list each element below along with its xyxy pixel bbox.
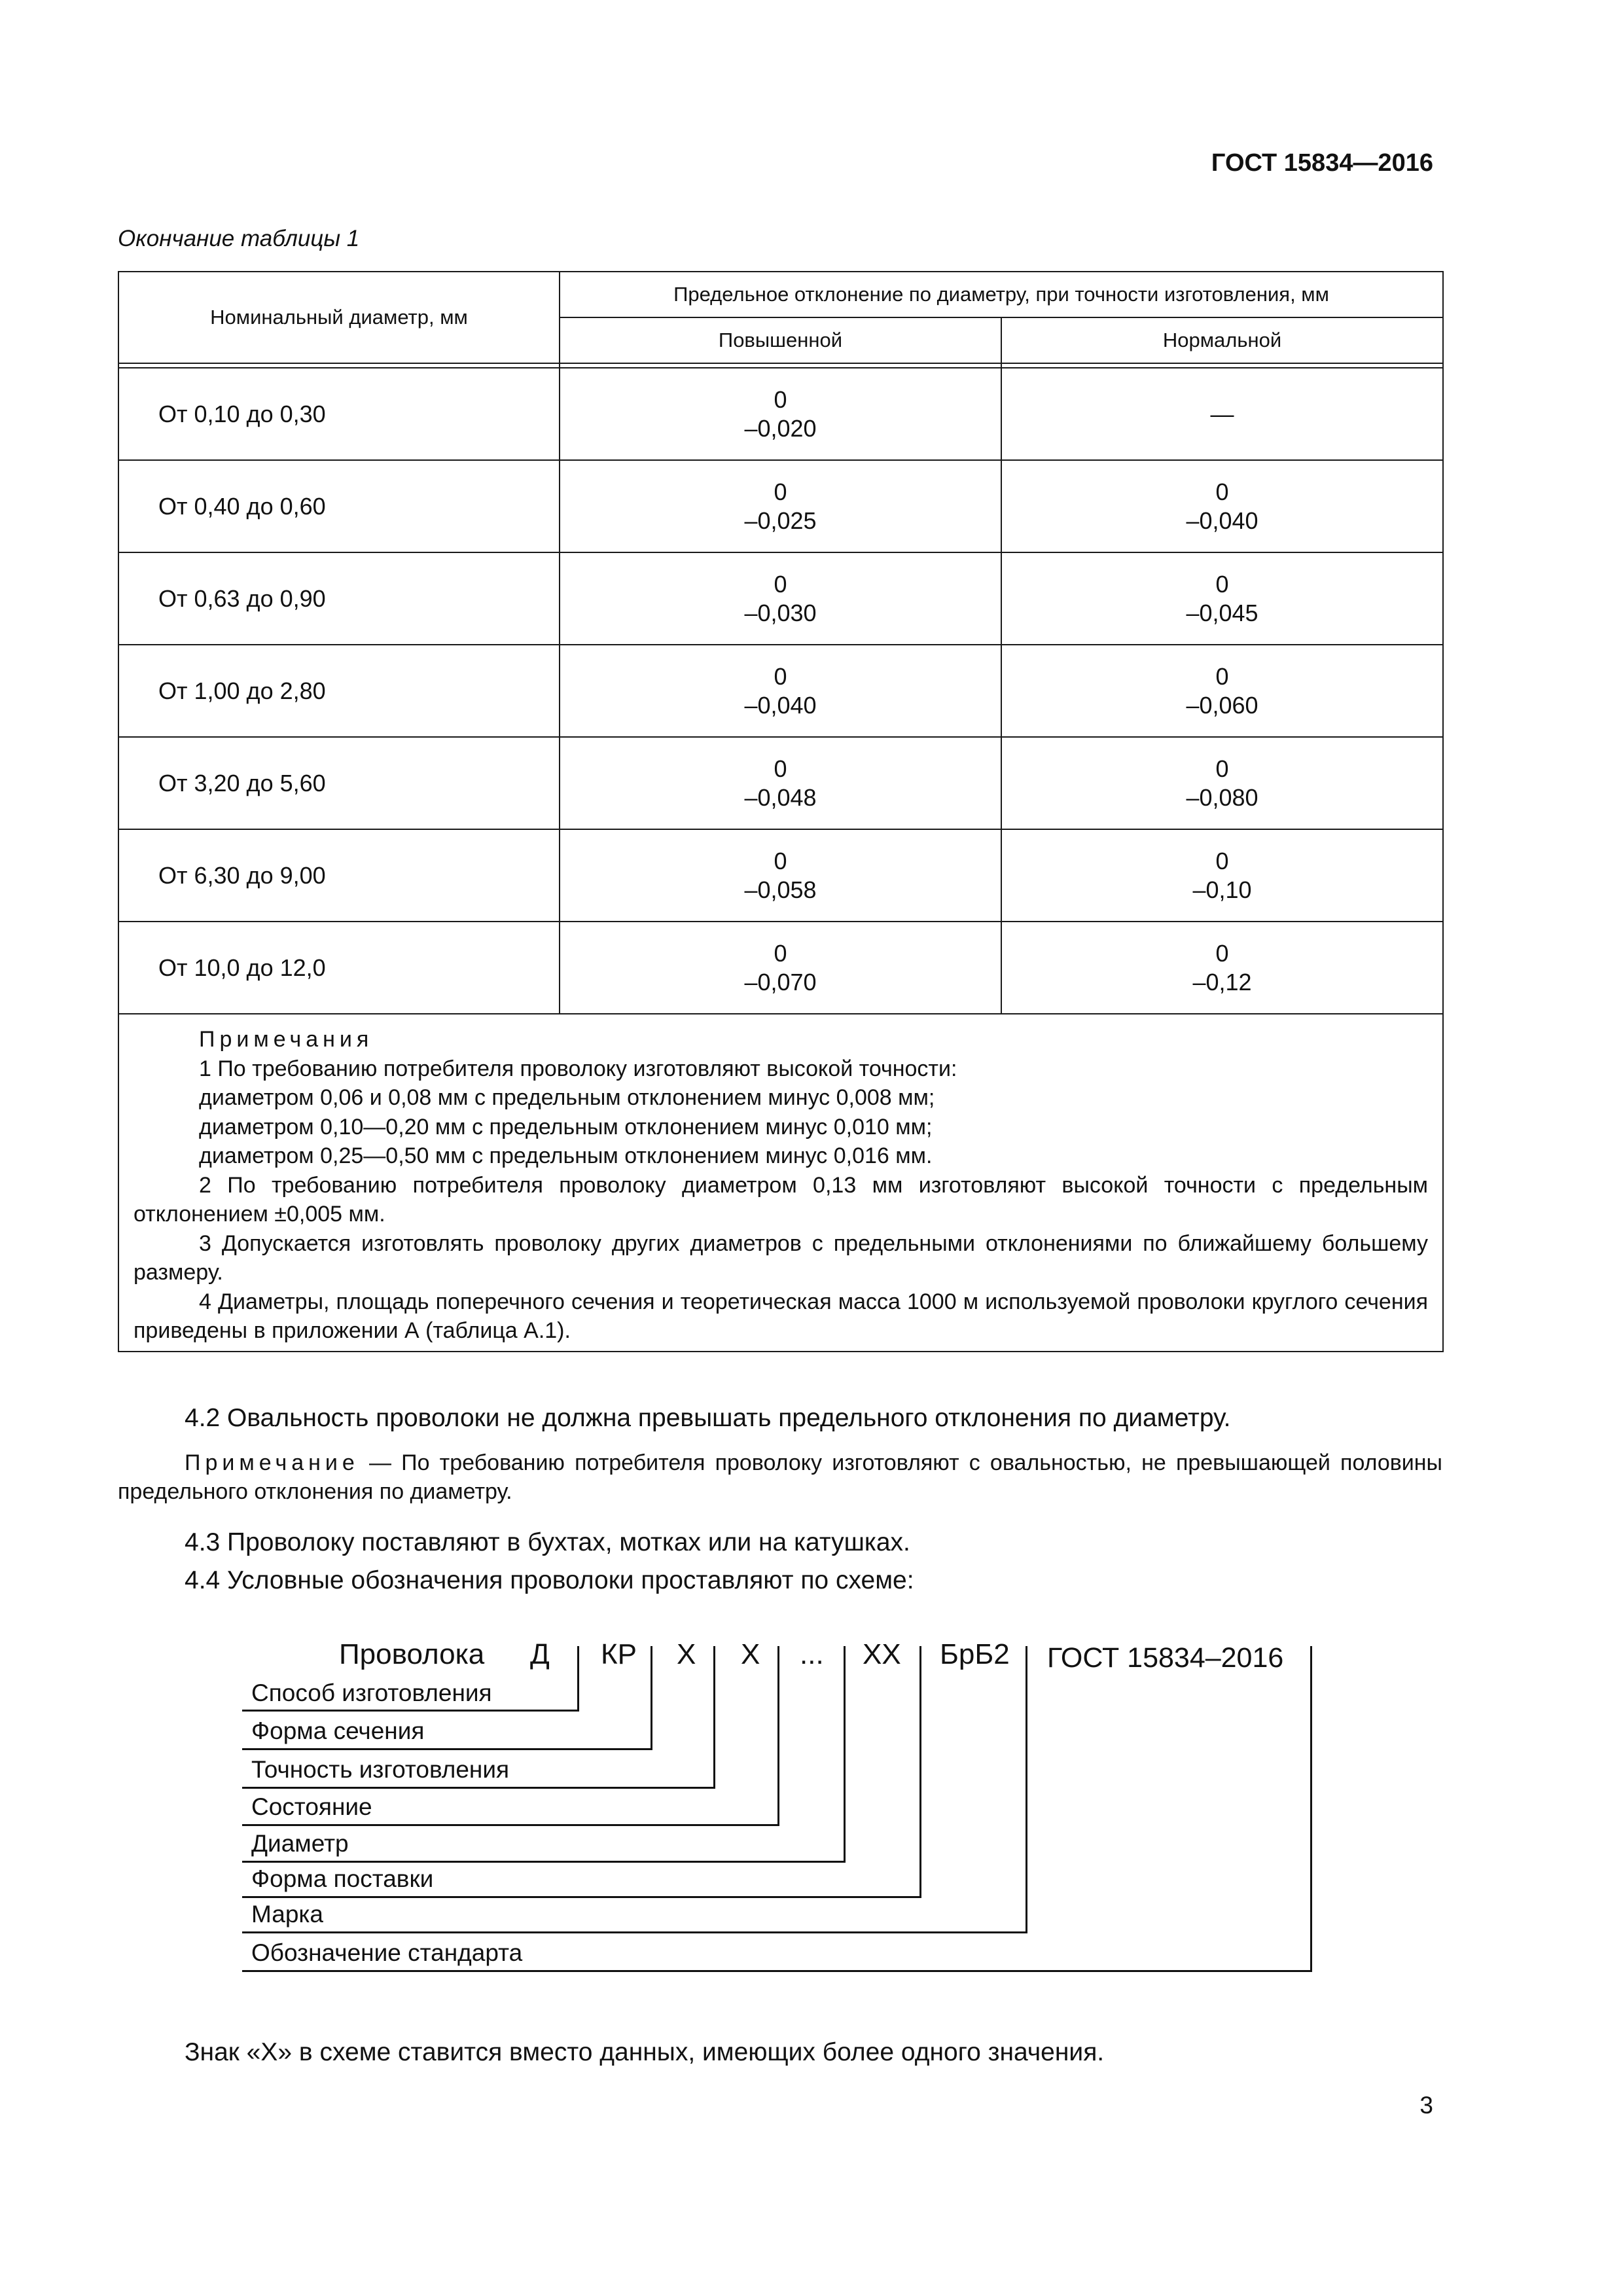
cell-range: От 3,20 до 5,60 xyxy=(118,737,560,829)
cell-range: От 0,63 до 0,90 xyxy=(118,552,560,645)
scheme-label-standard: Обозначение стандарта xyxy=(251,1939,523,1966)
value-lower: –0,070 xyxy=(744,968,817,996)
cell-high xyxy=(560,552,1001,645)
value-lower: –0,10 xyxy=(1192,876,1252,903)
table-row xyxy=(118,368,1443,460)
value-lower: –0,045 xyxy=(1186,599,1258,626)
paragraph-4-4: 4.4 Условные обозначения проволоки проставляют по схеме: xyxy=(185,1566,914,1594)
table-notes xyxy=(118,1014,1443,1352)
scheme-line xyxy=(577,1646,579,1712)
value-upper: 0 xyxy=(774,755,787,782)
scheme-code-method: Д xyxy=(530,1638,550,1670)
note-1c: диаметром 0,25—0,50 мм с предельным отклонением минус 0,016 мм. xyxy=(199,1143,933,1168)
value-lower: –0,030 xyxy=(744,599,817,626)
note-4: 4 Диаметры, площадь поперечного сечения и теоретическая масса 1000 м используемой проволоки круглого сечения приведены в приложении А (таблица А.1). xyxy=(134,1289,1429,1343)
note-3: 3 Допускается изготовлять проволоку других диаметров с предельными отклонениями по ближайшему большему размеру. xyxy=(134,1230,1429,1285)
cell-range: От 6,30 до 9,00 xyxy=(118,829,560,922)
cell-normal xyxy=(1001,829,1443,922)
scheme-label-shape: Форма сечения xyxy=(251,1717,425,1744)
header-deviation: Предельное отклонение по диаметру, при точности изготовления, мм xyxy=(560,272,1443,317)
scheme-standard: ГОСТ 15834–2016 xyxy=(1047,1642,1284,1674)
cell-normal xyxy=(1001,922,1443,1014)
note-4-2 xyxy=(118,1448,1442,1506)
note-2: 2 По требованию потребителя проволоку диаметром 0,13 мм изготовляют высокой точности с предельным отклонением ±0,005 мм. xyxy=(134,1172,1429,1227)
scheme-line xyxy=(1310,1646,1312,1972)
value-lower: –0,040 xyxy=(744,691,817,719)
cell-high xyxy=(560,829,1001,922)
scheme-label-accuracy: Точность изготовления xyxy=(251,1756,510,1783)
cell-normal xyxy=(1001,552,1443,645)
value-upper: 0 xyxy=(774,386,787,413)
scheme-line xyxy=(919,1646,921,1898)
document-code: ГОСТ 15834—2016 xyxy=(1211,149,1433,177)
scheme-line xyxy=(242,1896,921,1898)
cell-range: От 1,00 до 2,80 xyxy=(118,645,560,737)
value-upper: 0 xyxy=(774,939,787,967)
cell-high xyxy=(560,645,1001,737)
value-upper: 0 xyxy=(1215,662,1229,690)
paragraph-4-3: 4.3 Проволоку поставляют в бухтах, мотках или на катушках. xyxy=(185,1528,910,1556)
value-upper: 0 xyxy=(774,570,787,598)
scheme-code-supply: ХХ xyxy=(863,1638,901,1670)
header-nominal-diameter: Номинальный диаметр, мм xyxy=(118,272,560,363)
value-lower: –0,12 xyxy=(1192,968,1252,996)
scheme-code-accuracy: Х xyxy=(677,1638,696,1670)
note-1: 1 По требованию потребителя проволоку изготовляют высокой точности: xyxy=(199,1056,957,1081)
note-1a: диаметром 0,06 и 0,08 мм с предельным отклонением минус 0,008 мм; xyxy=(199,1085,935,1110)
scheme-line xyxy=(713,1646,715,1789)
scheme-line xyxy=(242,1787,715,1789)
table-row xyxy=(118,645,1443,737)
note-1b: диаметром 0,10—0,20 мм с предельным отклонением минус 0,010 мм; xyxy=(199,1114,933,1139)
footer-paragraph: Знак «Х» в схеме ставится вместо данных, имеющих более одного значения. xyxy=(185,2038,1105,2066)
table-row xyxy=(118,552,1443,645)
table-row xyxy=(118,460,1443,552)
cell-normal xyxy=(1001,737,1443,829)
header-normal-accuracy: Нормальной xyxy=(1001,317,1443,363)
scheme-line xyxy=(242,1710,579,1712)
scheme-line xyxy=(242,1861,846,1863)
scheme-line xyxy=(1026,1646,1027,1933)
cell-normal xyxy=(1001,645,1443,737)
table-row xyxy=(118,737,1443,829)
scheme-line xyxy=(242,1970,1312,1972)
cell-high xyxy=(560,460,1001,552)
scheme-label-state: Состояние xyxy=(251,1793,372,1820)
cell-range: От 10,0 до 12,0 xyxy=(118,922,560,1014)
value-lower: –0,025 xyxy=(744,507,817,534)
value-lower: –0,040 xyxy=(1186,507,1258,534)
cell-normal xyxy=(1001,460,1443,552)
scheme-label-method: Способ изготовления xyxy=(251,1679,492,1706)
value-upper: 0 xyxy=(774,847,787,874)
note-label: Примечание xyxy=(185,1450,359,1475)
scheme-line xyxy=(777,1646,779,1826)
value-upper: 0 xyxy=(1215,478,1229,505)
cell-normal xyxy=(1001,368,1443,460)
scheme-label-supply: Форма поставки xyxy=(251,1865,434,1892)
scheme-line xyxy=(242,1748,652,1750)
value-lower: –0,020 xyxy=(744,414,817,442)
notes-title: Примечания xyxy=(199,1027,374,1052)
scheme-word: Проволока xyxy=(339,1638,485,1670)
value-lower: –0,058 xyxy=(744,876,817,903)
deviation-table xyxy=(118,271,1444,1352)
paragraph-4-2: 4.2 Овальность проволоки не должна превышать предельного отклонения по диаметру. xyxy=(185,1404,1231,1432)
value-lower: –0,060 xyxy=(1186,691,1258,719)
cell-high xyxy=(560,368,1001,460)
cell-high xyxy=(560,922,1001,1014)
scheme-label-grade: Марка xyxy=(251,1901,323,1928)
cell-range: От 0,10 до 0,30 xyxy=(118,368,560,460)
scheme-code-diameter: ... xyxy=(800,1638,824,1670)
scheme-line xyxy=(242,1824,779,1826)
value-upper: 0 xyxy=(1215,570,1229,598)
value-upper: 0 xyxy=(1215,847,1229,874)
scheme-label-diameter: Диаметр xyxy=(251,1830,349,1857)
value-upper: 0 xyxy=(774,478,787,505)
scheme-code-grade: БрБ2 xyxy=(940,1638,1010,1670)
table-continuation-caption: Окончание таблицы 1 xyxy=(118,226,360,251)
scheme-code-shape: КР xyxy=(601,1638,637,1670)
value-upper: 0 xyxy=(1215,939,1229,967)
note-text: — По требованию потребителя проволоку изготовляют с овальностью, не превышающей половины предельного отклонения по диаметру. xyxy=(118,1450,1442,1504)
header-high-accuracy: Повышенной xyxy=(560,317,1001,363)
scheme-code-state: Х xyxy=(741,1638,760,1670)
value-upper: 0 xyxy=(774,662,787,690)
value-dash: — xyxy=(1210,400,1234,427)
cell-range: От 0,40 до 0,60 xyxy=(118,460,560,552)
value-lower: –0,048 xyxy=(744,783,817,811)
table-row xyxy=(118,922,1443,1014)
value-lower: –0,080 xyxy=(1186,783,1258,811)
table-row xyxy=(118,829,1443,922)
value-upper: 0 xyxy=(1215,755,1229,782)
page-number: 3 xyxy=(1419,2092,1433,2119)
scheme-line xyxy=(651,1646,652,1750)
scheme-line xyxy=(242,1931,1027,1933)
cell-high xyxy=(560,737,1001,829)
scheme-line xyxy=(844,1646,846,1863)
